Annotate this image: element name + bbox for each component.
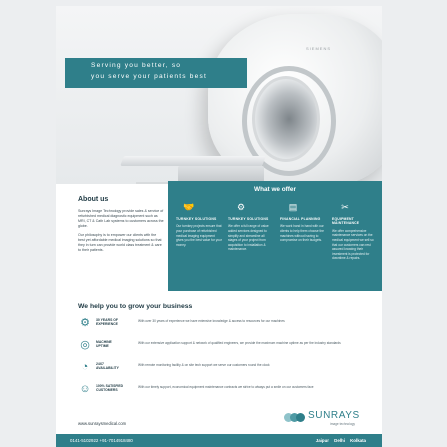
about-paragraph-2: Our philosophy is to empower our clients with the best yet affordable medical imaging solutions so that they in turn can provide world class treatment & care to their patients.	[78, 233, 162, 252]
logo-subtitle: image technology	[330, 422, 355, 426]
help-label-line-1: 30 YEARS OF	[96, 318, 118, 322]
help-label-line-1: 24X7	[96, 362, 104, 366]
help-label-line-2: UPTIME	[96, 344, 109, 349]
tagline-line-2: you serve your patients best	[91, 72, 208, 80]
help-title: We help you to grow your business	[78, 303, 193, 310]
help-description: With over 30 years of experience we have extensive knowledge & access to resources for our machines	[138, 319, 285, 323]
footer-bar	[56, 434, 382, 447]
help-label	[96, 318, 130, 327]
about-paragraph-1: Sunrays Image Technology provide sales & service of refurbished medical diagnostic equipment such as MRI, CT & Cath Lab systems to customers across the globe.	[78, 209, 164, 228]
help-label	[96, 340, 130, 349]
about-title: About us	[78, 196, 109, 203]
hero-section	[56, 6, 382, 184]
help-description: With our timely support, economical equipment maintenance contracts we strive to always put a smile on our customers face	[138, 385, 314, 389]
help-label-line-2: CUSTOMERS	[96, 388, 118, 393]
help-row-availability	[78, 360, 378, 374]
machine-uptime-icon: ◎	[80, 339, 90, 351]
hero-tagline	[65, 58, 247, 88]
offer-text: Our turnkey projects ensure that your purchase of refurbished medical imaging equipment gives you the best value for your money.	[176, 224, 222, 247]
offer-text: We work hand in hand with our clients to help them choose the machines without having to compromise on their budgets.	[280, 224, 324, 243]
handshake-icon: 🤝	[183, 202, 195, 212]
gears-icon: ⚙	[236, 202, 246, 212]
what-we-offer-panel	[168, 181, 382, 291]
grow-business-section	[78, 303, 378, 395]
help-row-customers	[78, 382, 378, 396]
phone-numbers: 0141-5102922 +91-7014918480	[70, 438, 133, 443]
experience-icon: ⚙	[80, 317, 90, 329]
help-label-line-2: EXPERIENCE	[96, 322, 118, 327]
offer-heading: FINANCIAL PLANNING	[280, 217, 321, 221]
brochure-page	[56, 6, 382, 447]
help-row-uptime	[78, 338, 378, 352]
offer-heading: TURNKEY SOLUTIONS	[228, 217, 269, 221]
offer-text: We offer a full range of value added services designed to simplify and streamline all stages of your project from acquisition to installation & maintenance.	[228, 224, 269, 252]
mri-patient-table	[120, 156, 266, 166]
document-icon: ▤	[288, 202, 298, 212]
offer-item-financial	[280, 201, 326, 243]
logo-wordmark: SUNRAYS	[308, 410, 360, 421]
help-label	[96, 362, 130, 371]
mri-brand-mark: SIEMENS	[306, 46, 332, 51]
help-label	[96, 384, 130, 393]
offer-text: We offer comprehensive maintenance services on the medical equipment we sell so that our customers can rest assured knowing their investment is protected for downtime & repairs.	[332, 228, 374, 261]
help-description: With remote monitoring facility & on site tech support we serve our customers round the clock	[138, 363, 270, 367]
tools-icon: ✂	[341, 202, 349, 212]
offer-heading: TURNKEY SOLUTIONS	[176, 217, 217, 221]
help-row-experience	[78, 316, 378, 330]
office-cities: Jaipur Delhi Kolkata	[315, 438, 366, 443]
offer-item-solutions	[228, 201, 274, 252]
offer-item-maintenance	[332, 201, 378, 261]
help-label-line-1: MACHINE	[96, 340, 112, 344]
offer-heading: EQUIPMENT MAINTENANCE	[332, 217, 360, 226]
about-section	[78, 196, 164, 257]
help-label-line-2: AVAILABILITY	[96, 366, 119, 371]
satisfied-customers-icon: ☺	[79, 383, 91, 395]
help-description: With our extensive application support & network of qualified engineers, we provide the maximum machine uptime as per the industry standards	[138, 341, 341, 345]
help-label-line-1: 100% SATISFIED	[96, 384, 124, 388]
offer-item-turnkey	[176, 201, 222, 247]
offer-title: What we offer	[254, 186, 296, 193]
availability-icon: ◔	[81, 361, 89, 373]
mri-bore	[252, 76, 320, 162]
website-link[interactable]: www.sunraysmedical.com	[78, 421, 127, 426]
logo-mark-icon	[284, 413, 306, 423]
tagline-line-1: Serving you better, so	[91, 62, 182, 69]
